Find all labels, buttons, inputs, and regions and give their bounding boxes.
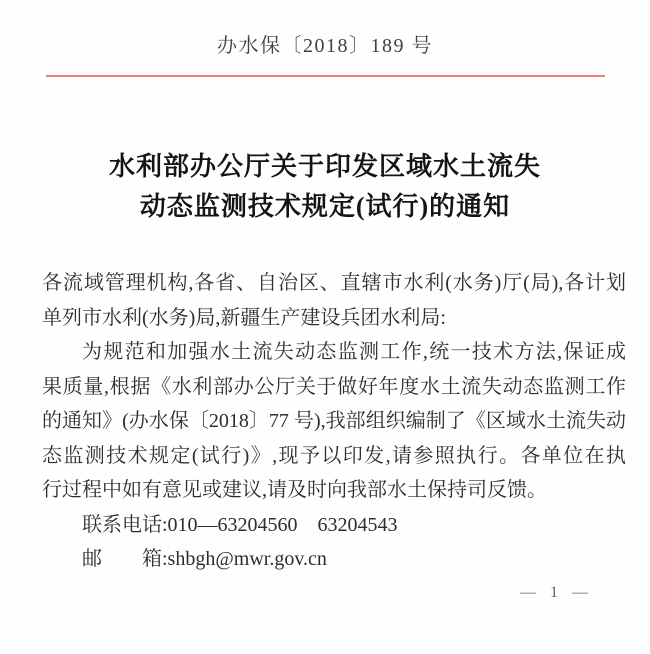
page-number: — 1 — xyxy=(520,584,593,601)
doc-title-line2: 动态监测技术规定(试行)的通知 xyxy=(139,192,511,221)
doc-title xyxy=(0,147,650,227)
doc-number: 办水保〔2018〕189 号 xyxy=(217,35,433,57)
doc-body xyxy=(42,266,626,577)
contact-email-line: 邮 箱:shbgh@mwr.gov.cn xyxy=(82,548,327,570)
body-line-salutation-2: 单列市水利(水务)局,新疆生产建设兵团水利局: xyxy=(42,306,446,329)
body-line-para-2: 果质量,根据《水利部办公厅关于做好年度水土流失动态监测工作 xyxy=(42,375,626,398)
body-line-para-5: 行过程中如有意见或建议,请及时向我部水土保持司反馈。 xyxy=(42,479,547,501)
body-line-salutation-1: 各流域管理机构,各省、自治区、直辖市水利(水务)厅(局),各计划 xyxy=(42,272,626,294)
doc-title-line1: 水利部办公厅关于印发区域水土流失 xyxy=(108,152,541,181)
body-line-para-3: 的通知》(办水保〔2018〕77 号),我部组织编制了《区域水土流失动 xyxy=(42,410,626,432)
body-line-para-4: 态监测技术规定(试行)》,现予以印发,请参照执行。各单位在执 xyxy=(42,444,626,467)
red-divider-line xyxy=(46,75,605,77)
contact-phone-line: 联系电话:010—63204560 63204543 xyxy=(82,513,398,536)
body-line-para-1: 为规范和加强水土流失动态监测工作,统一技术方法,保证成 xyxy=(82,341,626,363)
